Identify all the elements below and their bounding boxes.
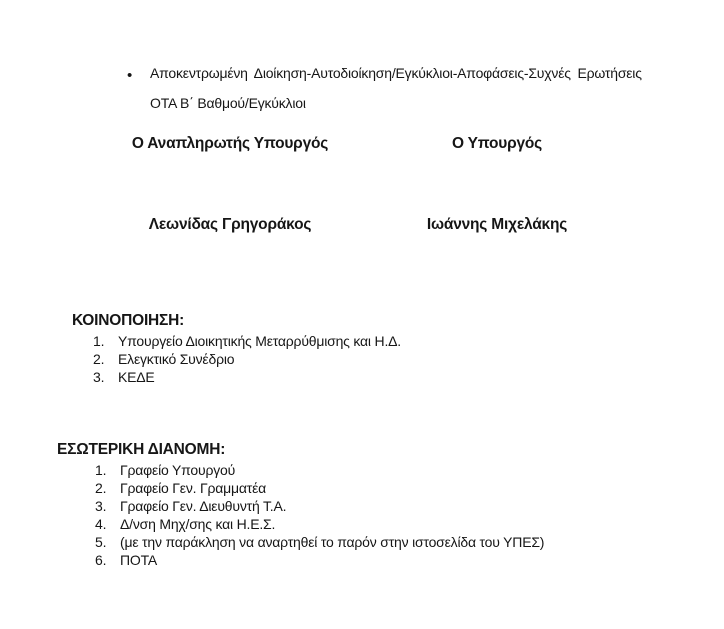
list-item-number: 3. <box>93 369 105 385</box>
internal-list-item <box>57 461 544 479</box>
list-item-text: Γραφείο Υπουργού <box>120 462 236 478</box>
list-item-text: ΠΟΤΑ <box>120 552 158 568</box>
list-item-number: 1. <box>93 333 105 349</box>
cc-heading: ΚΟΙΝΟΠΟΙΗΣΗ: <box>72 312 185 329</box>
internal-list-item <box>57 551 544 569</box>
signature-name-deputy-minister: Λεωνίδας Γρηγοράκος <box>148 216 312 233</box>
list-item-text: Δ/νση Μηχ/σης και Η.Ε.Σ. <box>120 516 276 532</box>
signature-titles-row <box>0 135 724 155</box>
cc-list <box>72 332 401 386</box>
list-item-text: ΚΕΔΕ <box>118 369 155 385</box>
cc-list-item <box>72 350 401 368</box>
bullet-text-line-1: Αποκεντρωμένη Διοίκηση-Αυτοδιοίκηση/Εγκύκλιοι-Αποφάσεις-Συχνές Ερωτήσεις <box>150 65 642 81</box>
internal-distribution-section <box>57 440 544 569</box>
bullet-list-item <box>127 58 642 118</box>
list-item-text: Ελεγκτικό Συνέδριο <box>118 351 235 367</box>
signature-title-minister: Ο Υπουργός <box>451 135 543 152</box>
internal-list-item <box>57 497 544 515</box>
cc-section <box>72 311 401 386</box>
list-item-text: Υπουργείο Διοικητικής Μεταρρύθμισης και Η.Δ. <box>118 333 401 349</box>
bullet-text-line-2: ΟΤΑ Β΄ Βαθμού/Εγκύκλιοι <box>150 95 306 111</box>
signature-title-deputy-minister: Ο Αναπληρωτής Υπουργός <box>131 135 329 152</box>
list-item-text: (με την παράκληση να αναρτηθεί το παρόν στην ιστοσελίδα του ΥΠΕΣ) <box>120 534 545 550</box>
internal-list-item <box>57 533 544 551</box>
list-item-number: 2. <box>93 351 105 367</box>
cc-list-item <box>72 332 401 350</box>
internal-list-item <box>57 479 544 497</box>
internal-list-item <box>57 515 544 533</box>
list-item-number: 6. <box>95 552 107 568</box>
internal-distribution-heading: ΕΣΩΤΕΡΙΚΗ ΔΙΑΝΟΜΗ: <box>57 441 226 458</box>
internal-distribution-list <box>57 461 544 569</box>
list-item-text: Γραφείο Γεν. Γραμματέα <box>120 480 267 496</box>
list-item-number: 1. <box>95 462 107 478</box>
list-item-text: Γραφείο Γεν. Διευθυντή Τ.Α. <box>120 498 287 514</box>
list-item-number: 4. <box>95 516 107 532</box>
bullet-icon: • <box>127 67 133 84</box>
signature-names-row <box>0 216 724 236</box>
list-item-number: 5. <box>95 534 107 550</box>
list-item-number: 3. <box>95 498 107 514</box>
signature-name-minister: Ιωάννης Μιχελάκης <box>426 216 568 233</box>
bullet-text <box>150 58 642 118</box>
cc-list-item <box>72 368 401 386</box>
list-item-number: 2. <box>95 480 107 496</box>
